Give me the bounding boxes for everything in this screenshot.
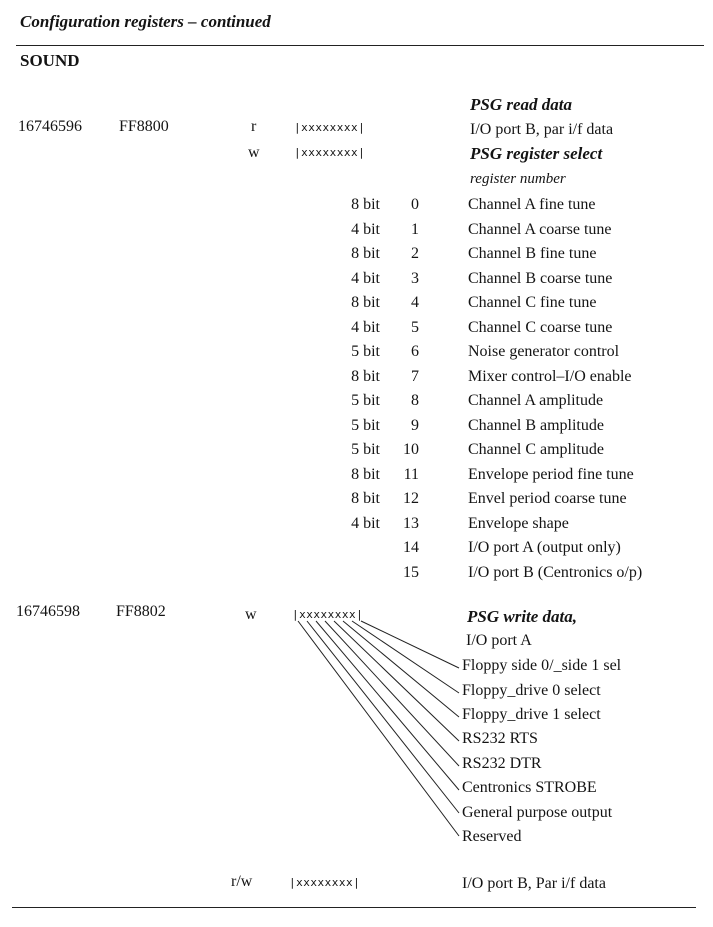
register-number: 14 [403,539,419,556]
register-name: Envelope shape [468,514,569,532]
reg1-write-mode: w [248,144,260,161]
register-width: 5 bit [351,392,380,409]
psg-write-heading: PSG write data, [467,607,578,626]
bit-name: Centronics STROBE [462,779,597,796]
fan-line-7 [298,621,459,836]
register-name: Channel B amplitude [468,416,604,434]
register-name: Channel A amplitude [468,392,604,409]
reg1-decimal-address: 16746596 [18,118,82,135]
register-width: 4 bit [351,318,380,336]
register-number: 0 [411,196,419,213]
register-width: 4 bit [351,514,380,532]
bit-name: RS232 RTS [462,730,538,747]
reg2-rw-mode: r/w [231,873,253,890]
bit-name: Floppy_drive 1 select [462,706,601,723]
register-number: 9 [411,416,419,434]
register-width: 5 bit [351,416,380,434]
psg-read-heading: PSG read data [470,95,572,114]
register-name: Channel C coarse tune [468,318,613,336]
register-width: 8 bit [351,367,380,385]
register-number: 10 [403,441,419,458]
register-width: 5 bit [351,343,380,360]
register-number: 12 [403,490,419,507]
register-name: Channel C fine tune [468,294,597,311]
reg2-decimal-address: 16746598 [16,603,80,620]
register-name: I/O port B (Centronics o/p) [468,563,643,581]
fan-line-3 [334,621,459,741]
bit-name: Floppy_drive 0 select [462,682,601,699]
register-number: 5 [411,318,419,336]
reg2-write-mode: w [245,606,257,623]
register-number: 3 [411,269,419,287]
register-number: 6 [411,343,419,360]
register-number: 7 [411,367,419,385]
reg1-read-mode: r [251,118,257,135]
register-number: 13 [403,514,419,532]
register-width: 5 bit [351,441,380,458]
register-name: Envelope period fine tune [468,465,634,483]
register-name: Noise generator control [468,343,620,360]
register-name: Mixer control–I/O enable [468,367,632,385]
bit-name: RS232 DTR [462,755,542,772]
register-number: 15 [403,563,419,581]
page-header-title: Configuration registers – continued [20,12,271,31]
register-width: 8 bit [351,245,380,262]
reg2-hex-address: FF8802 [116,603,166,620]
reg1-read-bits: |xxxxxxxx| [294,121,366,134]
fan-line-6 [307,621,459,813]
register-number: 2 [411,245,419,262]
reg2-rw-desc: I/O port B, Par i/f data [462,875,606,892]
reg1-read-desc: I/O port B, par i/f data [470,121,614,138]
register-number: 4 [411,294,419,311]
reg2-rw-bits: |xxxxxxxx| [289,876,361,889]
register-name: I/O port A (output only) [468,539,621,556]
register-width: 4 bit [351,269,380,287]
reg1-write-bits: |xxxxxxxx| [294,146,366,159]
reg2-port-label: I/O port A [466,632,532,649]
register-name: Channel B coarse tune [468,269,613,287]
fan-line-5 [316,621,459,790]
register-width: 8 bit [351,294,380,311]
register-number: 8 [411,392,419,409]
register-number: 11 [403,465,419,483]
reg2-bits: |xxxxxxxx| [292,608,364,621]
register-width: 8 bit [351,465,380,483]
register-name: Channel A fine tune [468,196,596,213]
bit-name: Floppy side 0/_side 1 sel [462,657,622,674]
register-width: 4 bit [351,220,380,238]
reg1-write-desc: PSG register select [470,144,603,163]
bit-name: General purpose output [462,804,613,821]
register-number: 1 [411,220,419,238]
register-name: Channel B fine tune [468,245,597,262]
fan-line-4 [325,621,459,766]
bit-name: Reserved [462,828,522,845]
register-width: 8 bit [351,196,380,213]
register-name: Channel C amplitude [468,441,604,458]
register-width: 8 bit [351,490,380,507]
register-name: Channel A coarse tune [468,220,612,238]
section-title: SOUND [20,51,80,70]
register-name: Envel period coarse tune [468,490,627,507]
reg1-hex-address: FF8800 [119,118,169,135]
register-number-label: register number [470,171,566,187]
footer-rule [12,907,696,908]
